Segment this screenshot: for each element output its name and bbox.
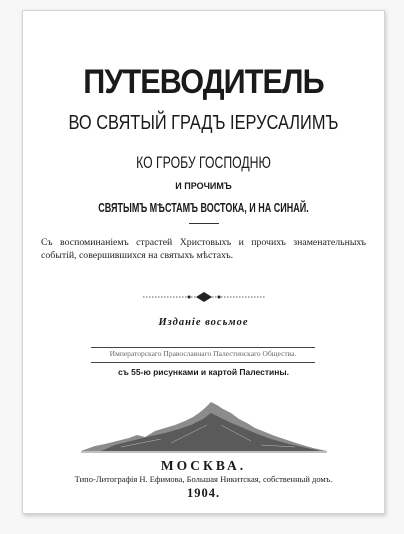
title-page [22, 10, 385, 514]
society-box [91, 347, 315, 363]
subtitle-line-4: СВЯТЫМЪ МѢСТАМЪ ВОСТОКА, И НА СИНАЙ. [98, 201, 309, 215]
society-line: Императорскаго Православнаго Палестинскаго Общества. [109, 349, 297, 358]
publication-year: 1904. [186, 486, 221, 500]
book-title: ПУТЕВОДИТЕЛЬ [83, 63, 324, 101]
edition-note: Изданіе восьмое [158, 317, 249, 328]
illustrations-note: съ 55-ю рисунками и картой Палестины. [117, 367, 290, 377]
subtitle-line-2: КО ГРОБУ ГОСПОДНЮ [136, 153, 271, 172]
mountain-engraving [81, 395, 327, 453]
ornament-divider [141, 291, 267, 303]
publication-city: МОСКВА. [160, 458, 247, 473]
subtitle-line-3: И ПРОЧИМЪ [175, 181, 232, 191]
description-text: Съ воспоминаніемъ страстей Христовыхъ и прочихъ знаменательныхъ событій, совершившихся на святыхъ мѣстахъ. [41, 237, 366, 261]
divider-rule [189, 223, 219, 224]
printer-line: Типо-Литографія Н. Ефимова, Большая Никитская, собственный домъ. [74, 474, 333, 484]
subtitle-line-1: ВО СВЯТЫЙ ГРАДЪ ІЕРУСАЛИМЪ [68, 112, 339, 134]
